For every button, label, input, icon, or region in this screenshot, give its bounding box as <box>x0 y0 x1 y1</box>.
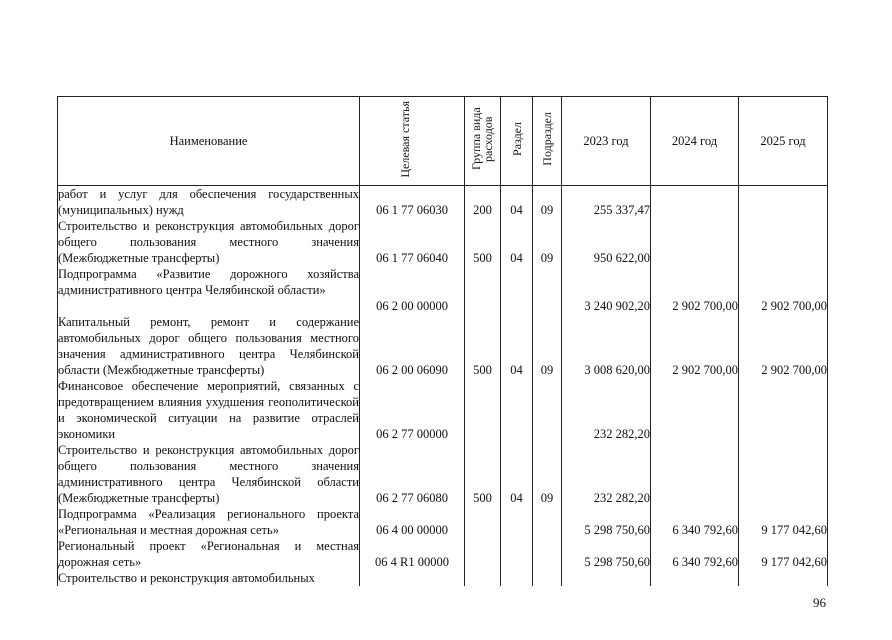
table-row <box>58 506 828 538</box>
row-subsection: 09 <box>533 442 562 506</box>
table-row <box>58 570 828 586</box>
row-target: 06 2 00 00000 <box>360 266 465 314</box>
row-2025: 2 902 700,00 <box>739 314 828 378</box>
header-group <box>465 97 501 186</box>
row-target: 06 2 77 00000 <box>360 378 465 442</box>
row-section <box>501 538 533 570</box>
row-2025 <box>739 570 828 586</box>
row-2023: 950 622,00 <box>562 218 651 266</box>
row-2024 <box>651 570 739 586</box>
row-subsection: 09 <box>533 186 562 219</box>
row-2024: 2 902 700,00 <box>651 266 739 314</box>
header-2024: 2024 год <box>651 97 739 186</box>
header-target-label: Целевая статья <box>398 100 412 178</box>
row-name: Финансовое обеспечение мероприятий, связанных с предотвращением влияния ухудшения геополитической и экономической ситуации на развитие отраслей экономики <box>58 379 359 441</box>
row-target: 06 1 77 06040 <box>360 218 465 266</box>
row-name: работ и услуг для обеспечения государственных (муниципальных) нужд <box>58 187 359 217</box>
row-target: 06 2 00 06090 <box>360 314 465 378</box>
row-section: 04 <box>501 314 533 378</box>
row-2025 <box>739 218 828 266</box>
row-target: 06 1 77 06030 <box>360 186 465 219</box>
row-target: 06 2 77 06080 <box>360 442 465 506</box>
table-row <box>58 186 828 219</box>
row-subsection <box>533 378 562 442</box>
row-group <box>465 538 501 570</box>
row-2024: 6 340 792,60 <box>651 506 739 538</box>
row-group: 500 <box>465 314 501 378</box>
header-subsection-label: Подраздел <box>540 112 554 166</box>
row-2025 <box>739 442 828 506</box>
table-row <box>58 538 828 570</box>
row-2024 <box>651 218 739 266</box>
row-target <box>360 570 465 586</box>
row-group <box>465 570 501 586</box>
row-section: 04 <box>501 218 533 266</box>
row-2025 <box>739 378 828 442</box>
row-section: 04 <box>501 186 533 219</box>
row-subsection <box>533 570 562 586</box>
row-section: 04 <box>501 442 533 506</box>
header-2025: 2025 год <box>739 97 828 186</box>
row-2024: 6 340 792,60 <box>651 538 739 570</box>
row-2023: 3 240 902,20 <box>562 266 651 314</box>
row-2025 <box>739 186 828 219</box>
row-2025: 9 177 042,60 <box>739 506 828 538</box>
header-section <box>501 97 533 186</box>
row-2023 <box>562 570 651 586</box>
row-2024 <box>651 378 739 442</box>
row-name: Подпрограмма «Реализация регионального проекта «Региональная и местная дорожная сеть» <box>58 507 359 537</box>
row-name: Подпрограмма «Развитие дорожного хозяйства административного центра Челябинской области» <box>58 266 360 314</box>
table-row <box>58 378 828 442</box>
table-row <box>58 266 828 314</box>
row-subsection <box>533 506 562 538</box>
row-group <box>465 378 501 442</box>
row-2023: 232 282,20 <box>562 378 651 442</box>
row-2025: 2 902 700,00 <box>739 266 828 314</box>
row-target: 06 4 00 00000 <box>360 506 465 538</box>
budget-table <box>57 96 828 586</box>
row-group <box>465 266 501 314</box>
row-2023: 3 008 620,00 <box>562 314 651 378</box>
header-name: Наименование <box>58 97 360 186</box>
row-section <box>501 378 533 442</box>
table-row <box>58 314 828 378</box>
row-subsection: 09 <box>533 314 562 378</box>
row-2024 <box>651 442 739 506</box>
row-group: 500 <box>465 218 501 266</box>
header-target <box>360 97 465 186</box>
header-subsection <box>533 97 562 186</box>
header-group-label: Группа вида расходов <box>468 107 495 171</box>
row-name: Строительство и реконструкция автомобильных дорог общего пользования местного значения (Межбюджетные трансферты) <box>58 219 359 265</box>
row-2023: 5 298 750,60 <box>562 538 651 570</box>
row-2023: 232 282,20 <box>562 442 651 506</box>
row-group: 500 <box>465 442 501 506</box>
table-row <box>58 218 828 266</box>
row-name: Региональный проект «Региональная и местная дорожная сеть» <box>58 539 359 569</box>
row-subsection <box>533 266 562 314</box>
row-2023: 5 298 750,60 <box>562 506 651 538</box>
row-section <box>501 506 533 538</box>
row-section <box>501 266 533 314</box>
row-name: Строительство и реконструкция автомобильных <box>58 570 360 586</box>
row-name: Строительство и реконструкция автомобильных дорог общего пользования местного значения административного центра Челябинской области (Межбюджетные трансферты) <box>58 443 359 505</box>
header-2023: 2023 год <box>562 97 651 186</box>
table-header-row <box>58 97 828 186</box>
table-row <box>58 442 828 506</box>
row-2024 <box>651 186 739 219</box>
row-subsection <box>533 538 562 570</box>
row-name: Капитальный ремонт, ремонт и содержание автомобильных дорог общего пользования местного значения административного центра Челябинской области (Межбюджетные трансферты) <box>58 315 359 377</box>
row-section <box>501 570 533 586</box>
row-target: 06 4 R1 00000 <box>360 538 465 570</box>
row-2024: 2 902 700,00 <box>651 314 739 378</box>
row-2023: 255 337,47 <box>562 186 651 219</box>
header-section-label: Раздел <box>509 122 524 156</box>
row-group: 200 <box>465 186 501 219</box>
page-number: 96 <box>813 595 826 610</box>
row-2025: 9 177 042,60 <box>739 538 828 570</box>
row-group <box>465 506 501 538</box>
row-subsection: 09 <box>533 218 562 266</box>
